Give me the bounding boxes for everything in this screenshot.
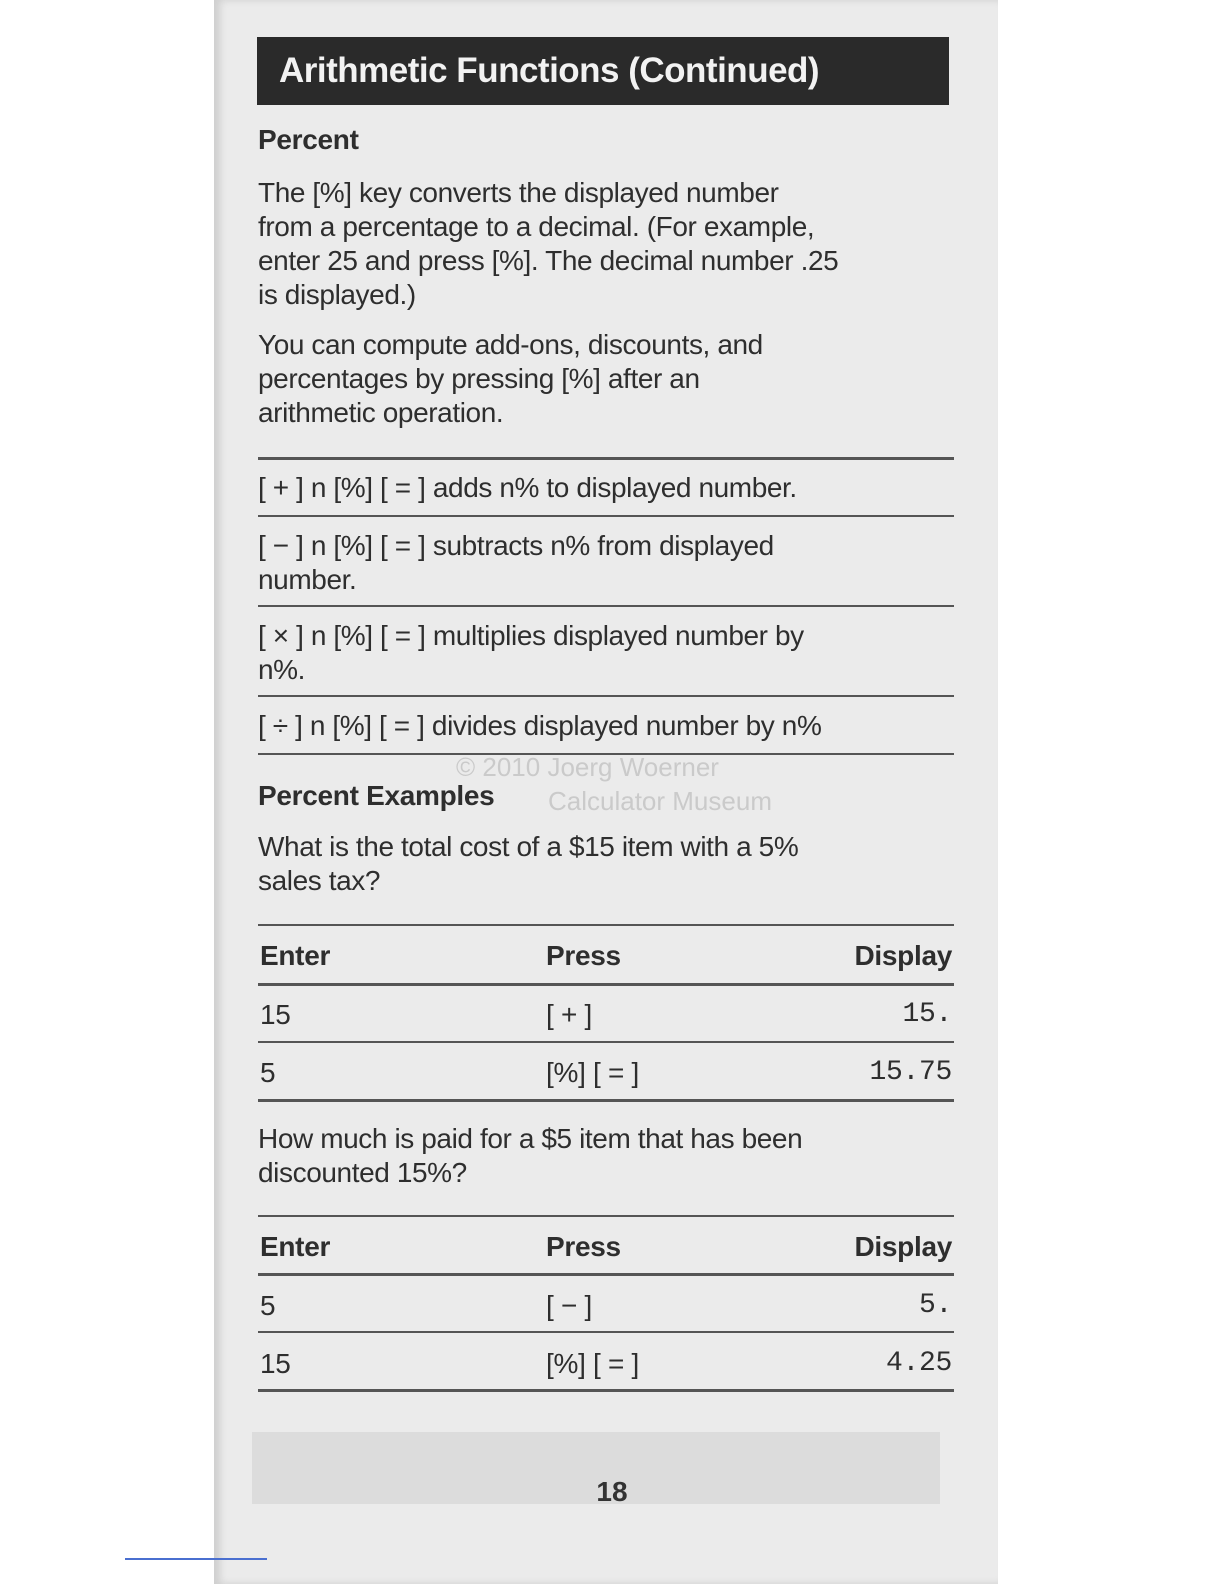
divider: [258, 457, 954, 460]
text-line: [ ÷ ] n [%] [ = ] divides displayed number by n%: [258, 710, 822, 741]
operation-divide: [258, 709, 952, 743]
link-underline: [125, 1558, 267, 1560]
column-header-enter: Enter: [260, 1231, 331, 1262]
text-line: What is the total cost of a $15 item with a 5%: [258, 831, 799, 862]
table-rule: [258, 924, 954, 926]
operation-subtract: [258, 529, 952, 597]
watermark-line-1: © 2010 Joerg Woerner: [456, 752, 719, 782]
table-2-header: [258, 1231, 952, 1265]
text-line: sales tax?: [258, 865, 381, 896]
percent-paragraph-2: [258, 328, 952, 430]
watermark-line-2: Calculator Museum: [548, 786, 772, 816]
cell-display: 15.75: [869, 1057, 952, 1088]
divider: [258, 515, 954, 517]
cell-display: 15.: [902, 999, 952, 1030]
column-header-enter: Enter: [260, 940, 331, 971]
text-line: number.: [258, 564, 357, 595]
table-rule: [258, 1389, 954, 1392]
percent-heading: Percent: [258, 124, 359, 155]
text-line: [ + ] n [%] [ = ] adds n% to displayed number.: [258, 472, 797, 503]
column-header-press: Press: [546, 940, 621, 971]
table-row: [258, 1290, 952, 1324]
cell-press: [%] [ = ]: [546, 1057, 640, 1088]
text-line: arithmetic operation.: [258, 397, 504, 428]
text-line: percentages by pressing [%] after an: [258, 363, 700, 394]
section-title: Arithmetic Functions (Continued): [279, 51, 820, 90]
text-line: You can compute add-ons, discounts, and: [258, 329, 763, 360]
table-rule: [258, 1099, 954, 1102]
column-header-display: Display: [854, 940, 952, 971]
table-rule: [258, 1215, 954, 1217]
text-line: How much is paid for a $5 item that has been: [258, 1123, 803, 1154]
text-line: is displayed.): [258, 279, 416, 310]
page-number: 18: [596, 1476, 628, 1507]
cell-enter: 5: [260, 1057, 276, 1088]
text-line: The [%] key converts the displayed number: [258, 177, 779, 208]
cell-display: 5.: [918, 1290, 952, 1321]
cell-enter: 15: [260, 999, 291, 1030]
text-line: [ × ] n [%] [ = ] multiplies displayed number by: [258, 620, 804, 651]
example-1-question: [258, 830, 952, 898]
text-line: enter 25 and press [%]. The decimal number .25: [258, 245, 839, 276]
table-rule: [258, 1041, 954, 1043]
table-row: [258, 999, 952, 1033]
cell-enter: 15: [260, 1348, 291, 1379]
cell-press: [ − ]: [546, 1290, 592, 1321]
divider: [258, 605, 954, 607]
text-line: from a percentage to a decimal. (For example,: [258, 211, 815, 242]
table-rule: [258, 1273, 954, 1276]
text-line: [ − ] n [%] [ = ] subtracts n% from displayed: [258, 530, 774, 561]
table-rule: [258, 1331, 954, 1333]
cell-enter: 5: [260, 1290, 276, 1321]
examples-heading: Percent Examples: [258, 780, 495, 811]
column-header-press: Press: [546, 1231, 621, 1262]
percent-paragraph-1: [258, 176, 952, 312]
table-row: [258, 1348, 952, 1382]
text-line: discounted 15%?: [258, 1157, 467, 1188]
divider: [258, 695, 954, 697]
operation-add: [258, 471, 952, 505]
cell-press: [%] [ = ]: [546, 1348, 640, 1379]
table-1-header: [258, 940, 952, 974]
example-2-question: [258, 1122, 952, 1190]
section-header: [257, 37, 949, 105]
text-line: n%.: [258, 654, 306, 685]
column-header-display: Display: [854, 1231, 952, 1262]
cell-display: 4.25: [885, 1348, 952, 1379]
table-row: [258, 1057, 952, 1091]
table-rule: [258, 983, 954, 986]
operation-multiply: [258, 619, 952, 687]
cell-press: [ + ]: [546, 999, 592, 1030]
